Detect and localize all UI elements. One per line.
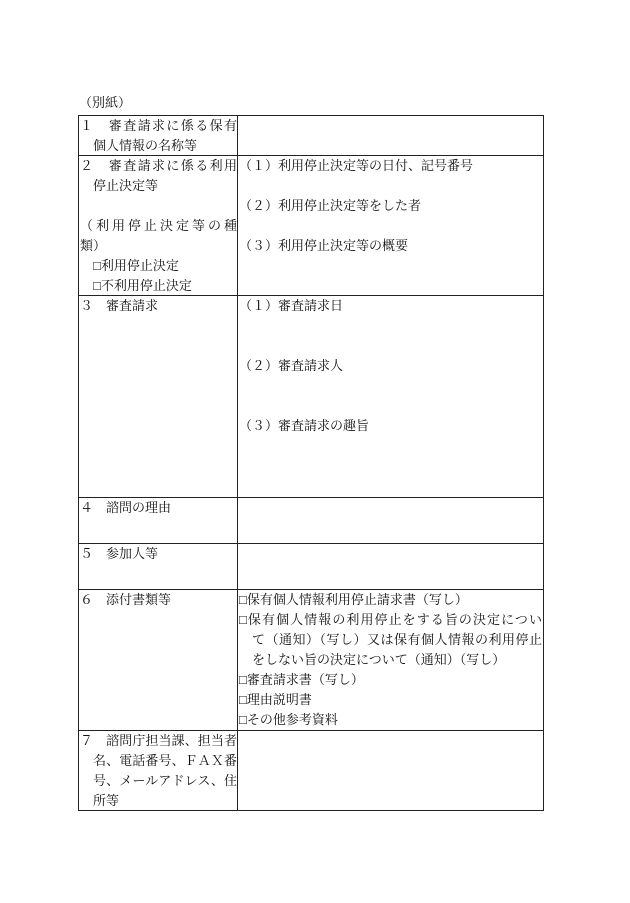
attachment-line: □保有個人情報の利用停止をする旨の決定につい (239, 612, 542, 627)
decision-type-option-suspension: □利用停止決定 (93, 258, 179, 273)
item-7-content-cell (238, 731, 543, 810)
table-row-item-1 (79, 116, 543, 156)
attachment-line: をしない旨の決定について（通知）（写し） (252, 652, 506, 667)
item-3-subitem-request-date: （１）審査請求日 (239, 298, 344, 313)
item-5-label-line: ５ 参加人等 (80, 546, 159, 561)
item-6-content-cell (238, 590, 543, 730)
item-2-subitem-summary: （３）利用停止決定等の概要 (239, 238, 409, 253)
item-1-label-cell (79, 116, 238, 155)
item-2-subitem-decider: （２）利用停止決定等をした者 (239, 198, 422, 213)
item-3-content-cell (238, 296, 543, 497)
item-1-content-cell (238, 116, 543, 155)
table-row-item-7 (79, 731, 543, 811)
item-4-label-cell (79, 498, 238, 543)
item-5-label-cell (79, 544, 238, 589)
attachment-line: □審査請求書（写し） (239, 672, 364, 687)
item-6-label-line: ６ 添付書類等 (80, 592, 172, 607)
item-2-content-cell (238, 156, 543, 295)
table-row-item-6 (79, 590, 543, 731)
decision-type-option-non-suspension: □不利用停止決定 (93, 278, 192, 293)
item-4-label-line: ４ 諮問の理由 (80, 500, 172, 515)
item-2-subitem-date-number: （１）利用停止決定等の日付、記号番号 (239, 158, 474, 173)
item-3-subitem-requester: （２）審査請求人 (239, 358, 344, 373)
item-7-label-line: 名、電話番号、ＦＡＸ番 (93, 753, 237, 768)
table-row-item-2 (79, 156, 543, 296)
item-2-label-line: 停止決定等 (93, 178, 159, 193)
table-row-item-3 (79, 296, 543, 498)
decision-type-heading-line: 類） (80, 238, 107, 253)
item-6-label-cell (79, 590, 238, 730)
item-1-label-line: 個人情報の名称等 (93, 138, 198, 153)
attachment-line: □その他参考資料 (239, 712, 338, 727)
attachment-line: て（通知）（写し）又は保有個人情報の利用停止 (252, 632, 542, 647)
table-row-item-4 (79, 498, 543, 544)
attachment-line: □理由説明書 (239, 692, 312, 707)
item-4-content-cell (238, 498, 543, 543)
table-row-item-5 (79, 544, 543, 590)
annex-label: （別紙） (79, 95, 132, 110)
item-3-label-cell (79, 296, 238, 497)
item-3-subitem-purpose: （３）審査請求の趣旨 (239, 418, 370, 433)
item-7-label-line: 号、メールアドレス、住 (93, 773, 237, 788)
item-7-label-cell (79, 731, 238, 810)
item-1-label-line: １ 審査請求に係る保有 (80, 118, 237, 133)
item-7-label-line: 所等 (93, 793, 120, 808)
attachment-line: □保有個人情報利用停止請求書（写し） (239, 592, 468, 607)
item-2-label-line: ２ 審査請求に係る利用 (80, 158, 237, 173)
item-2-label-cell (79, 156, 238, 295)
form-table (78, 115, 544, 811)
decision-type-heading-line: （利用停止決定等の種 (80, 218, 237, 233)
item-5-content-cell (238, 544, 543, 589)
item-7-label-line: ７ 諮問庁担当課、担当者 (80, 733, 237, 748)
item-3-label-line: ３ 審査請求 (80, 298, 159, 313)
